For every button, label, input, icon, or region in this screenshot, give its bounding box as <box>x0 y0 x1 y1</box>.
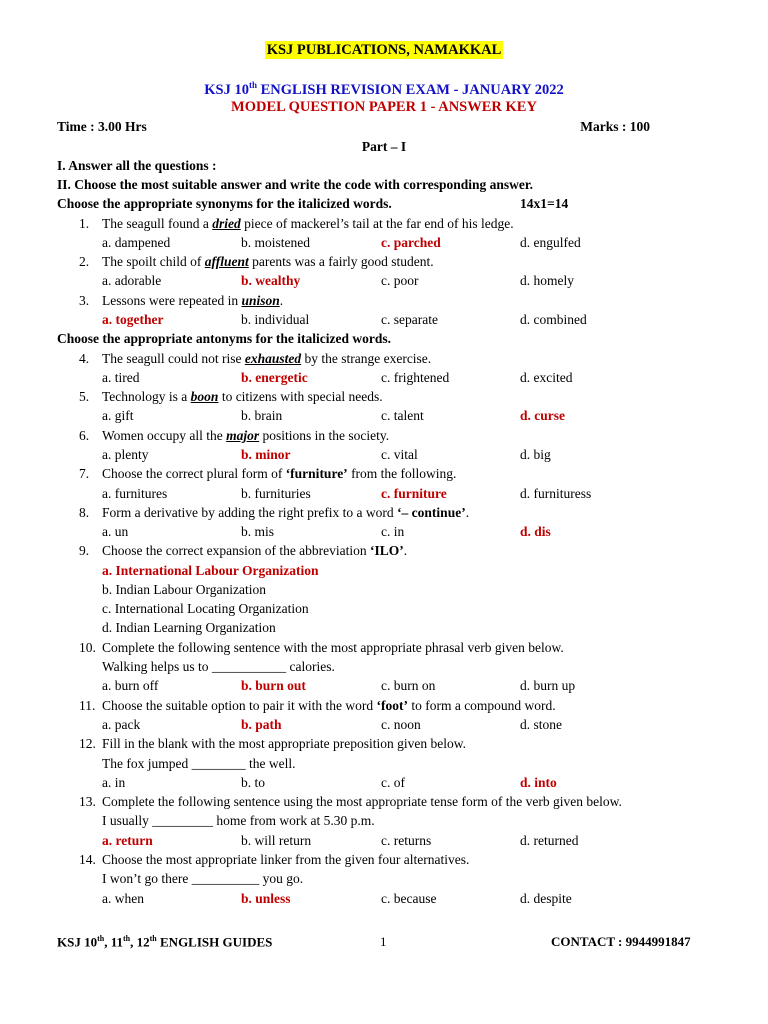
option-b-answer: b. burn out <box>241 678 306 693</box>
option-c: c. frightened <box>381 370 450 385</box>
option-b: b. moistened <box>241 235 310 250</box>
option-b: b. will return <box>241 833 312 848</box>
option-d-answer: d. curse <box>520 408 565 423</box>
option-b-answer: b. minor <box>241 447 291 462</box>
option-a: a. gift <box>102 408 134 423</box>
option-d: d. stone <box>520 717 562 732</box>
question-text: Form a derivative by adding the right prefix to a word ‘– continue’. <box>102 505 470 520</box>
option-c: c. talent <box>381 408 424 423</box>
option-d: d. big <box>520 447 551 462</box>
option-b-answer: b. wealthy <box>241 273 301 288</box>
question-sentence: The fox jumped ________ the well. <box>102 756 296 771</box>
question-text: The seagull found a dried piece of mackerel’s tail at the far end of his ledge. <box>102 216 514 231</box>
option-c: c. International Locating Organization <box>102 601 309 616</box>
question-number: 3. <box>79 293 90 308</box>
option-c: c. poor <box>381 273 419 288</box>
option-b-answer: b. unless <box>241 891 291 906</box>
question-number: 11. <box>79 698 96 713</box>
option-b: b. brain <box>241 408 283 423</box>
option-c: c. burn on <box>381 678 436 693</box>
question-text: Women occupy all the major positions in the society. <box>102 428 390 443</box>
option-d: d. excited <box>520 370 573 385</box>
option-d-answer: d. dis <box>520 524 551 539</box>
option-b: b. to <box>241 775 266 790</box>
question-sentence: Walking helps us to ___________ calories. <box>102 659 335 674</box>
option-c: c. vital <box>381 447 418 462</box>
option-a-answer: a. together <box>102 312 164 327</box>
question-number: 14. <box>79 852 96 867</box>
question-text: Fill in the blank with the most appropriate preposition given below. <box>102 736 466 751</box>
page-number: 1 <box>380 934 387 949</box>
option-c: c. of <box>381 775 405 790</box>
option-b: b. individual <box>241 312 310 327</box>
model-paper-title: MODEL QUESTION PAPER 1 - ANSWER KEY <box>231 99 537 115</box>
option-a: a. when <box>102 891 144 906</box>
antonyms-heading: Choose the appropriate antonyms for the italicized words. <box>57 331 391 346</box>
option-a: a. burn off <box>102 678 159 693</box>
option-a: a. pack <box>102 717 141 732</box>
option-a: a. un <box>102 524 129 539</box>
question-number: 9. <box>79 543 90 558</box>
question-number: 1. <box>79 216 90 231</box>
option-a: a. adorable <box>102 273 162 288</box>
option-b: b. mis <box>241 524 275 539</box>
instruction-2: II. Choose the most suitable answer and write the code with corresponding answer. <box>57 177 534 192</box>
option-d: d. combined <box>520 312 587 327</box>
question-number: 13. <box>79 794 96 809</box>
question-text: Technology is a boon to citizens with special needs. <box>102 389 383 404</box>
question-text: Choose the correct plural form of ‘furniture’ from the following. <box>102 466 457 481</box>
option-d: d. burn up <box>520 678 576 693</box>
option-a: a. in <box>102 775 126 790</box>
exam-title: KSJ 10th ENGLISH REVISION EXAM - JANUARY 2022 <box>204 80 564 98</box>
question-sentence: I usually _________ home from work at 5.30 p.m. <box>102 813 375 828</box>
question-number: 5. <box>79 389 90 404</box>
question-number: 4. <box>79 351 90 366</box>
instruction-1: I. Answer all the questions : <box>57 158 217 173</box>
option-d: d. despite <box>520 891 572 906</box>
option-d: d. returned <box>520 833 579 848</box>
option-b: b. furnituries <box>241 486 311 501</box>
footer-contact: CONTACT : 9944991847 <box>551 934 691 949</box>
publisher-heading: KSJ PUBLICATIONS, NAMAKKAL <box>266 42 502 58</box>
question-text: Lessons were repeated in unison. <box>102 293 284 308</box>
option-b-answer: b. energetic <box>241 370 308 385</box>
time-label: Time : 3.00 Hrs <box>57 119 147 134</box>
option-a: a. tired <box>102 370 140 385</box>
question-text: Complete the following sentence using the most appropriate tense form of the verb given below. <box>102 794 622 809</box>
option-b-answer: b. path <box>241 717 282 732</box>
question-text: The seagull could not rise exhausted by the strange exercise. <box>102 351 432 366</box>
option-c: c. in <box>381 524 405 539</box>
option-d: d. homely <box>520 273 574 288</box>
question-text: The spoilt child of affluent parents was a fairly good student. <box>102 254 434 269</box>
option-d-answer: d. into <box>520 775 557 790</box>
footer-guides: KSJ 10th, 11th, 12th ENGLISH GUIDES <box>57 934 273 950</box>
option-c: c. because <box>381 891 437 906</box>
question-text: Choose the suitable option to pair it with the word ‘foot’ to form a compound word. <box>102 698 556 713</box>
option-a-answer: a. International Labour Organization <box>102 563 319 578</box>
option-a: a. furnitures <box>102 486 168 501</box>
option-d: d. engulfed <box>520 235 581 250</box>
option-c: c. noon <box>381 717 421 732</box>
option-d: d. furnituress <box>520 486 592 501</box>
option-a: a. plenty <box>102 447 149 462</box>
option-c: c. separate <box>381 312 438 327</box>
marks-label: Marks : 100 <box>580 119 650 134</box>
question-number: 6. <box>79 428 90 443</box>
question-text: Complete the following sentence with the most appropriate phrasal verb given below. <box>102 640 564 655</box>
synonyms-heading: Choose the appropriate synonyms for the italicized words. <box>57 196 392 211</box>
option-c-answer: c. parched <box>381 235 441 250</box>
option-c: c. returns <box>381 833 432 848</box>
option-a: a. dampened <box>102 235 171 250</box>
question-text: Choose the correct expansion of the abbreviation ‘ILO’. <box>102 543 408 558</box>
question-sentence: I won’t go there __________ you go. <box>102 871 304 886</box>
question-number: 7. <box>79 466 90 481</box>
synonyms-marks: 14x1=14 <box>520 196 569 211</box>
option-d: d. Indian Learning Organization <box>102 620 276 635</box>
option-b: b. Indian Labour Organization <box>102 582 266 597</box>
question-text: Choose the most appropriate linker from the given four alternatives. <box>102 852 470 867</box>
question-number: 12. <box>79 736 96 751</box>
question-number: 8. <box>79 505 90 520</box>
part-heading: Part – I <box>361 139 407 154</box>
option-c-answer: c. furniture <box>381 486 447 501</box>
option-a-answer: a. return <box>102 833 153 848</box>
question-number: 10. <box>79 640 96 655</box>
question-number: 2. <box>79 254 90 269</box>
